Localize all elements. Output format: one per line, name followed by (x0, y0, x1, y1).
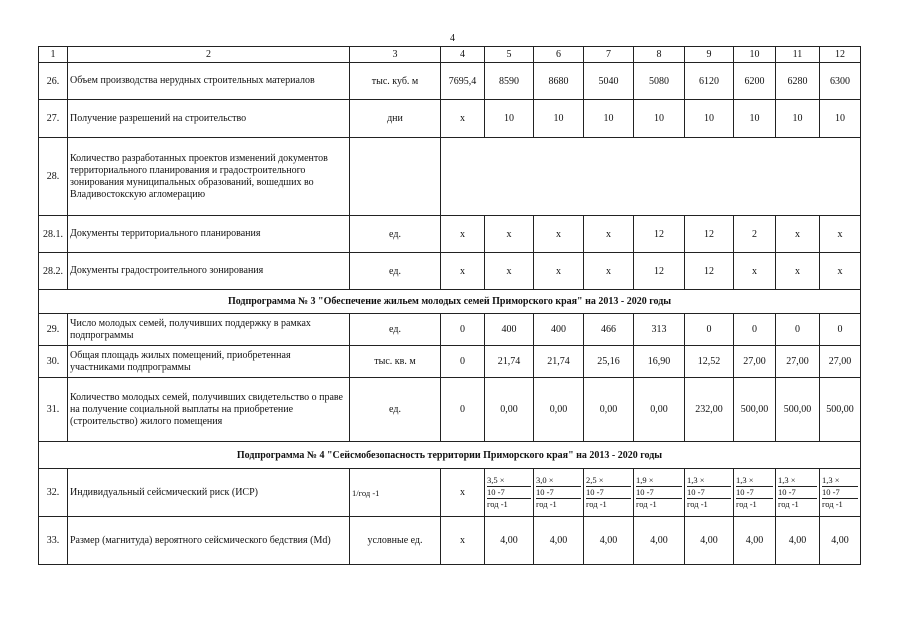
value-cell: 10 (534, 100, 584, 138)
indicator-name: Число молодых семей, получивших поддержку в рамках подпрограммы (68, 314, 350, 346)
value-cell: 0,00 (485, 378, 534, 442)
unit-cell: ед. (350, 216, 441, 253)
row-number: 33. (39, 517, 68, 565)
indicator-name: Количество разработанных проектов изменений документов территориального планирования и градостроительного зонирования муниципальных образований, вошедших во Владивостокскую агломерацию (68, 138, 350, 216)
sci-value-cell (584, 469, 634, 517)
value-cell: 6280 (776, 63, 820, 100)
sci-power: 10 -7 (636, 487, 682, 499)
value-cell: 10 (634, 100, 685, 138)
value-cell: 12 (634, 253, 685, 290)
value-cell: 21,74 (534, 346, 584, 378)
value-cell: 27,00 (734, 346, 776, 378)
indicator-name: Объем производства нерудных строительных материалов (68, 63, 350, 100)
value-cell: х (734, 253, 776, 290)
value-cell: 21,74 (485, 346, 534, 378)
value-cell: 10 (485, 100, 534, 138)
value-cell: 12 (685, 253, 734, 290)
value-cell: 4,00 (685, 517, 734, 565)
value-cell: 500,00 (776, 378, 820, 442)
value-cell: 12 (634, 216, 685, 253)
value-cell: 27,00 (820, 346, 861, 378)
indicator-name: Размер (магнитуда) вероятного сейсмического бедствия (Md) (68, 517, 350, 565)
value-cell: х (534, 216, 584, 253)
value-cell: 4,00 (820, 517, 861, 565)
sci-power: 10 -7 (536, 487, 581, 499)
sci-power: 10 -7 (778, 487, 817, 499)
sci-mantissa: 2,5 × (586, 475, 631, 487)
value-cell: 0 (734, 314, 776, 346)
value-cell: 0 (776, 314, 820, 346)
indicator-name: Документы территориального планирования (68, 216, 350, 253)
header-cell: 1 (39, 47, 68, 63)
row-number: 31. (39, 378, 68, 442)
value-cell: х (441, 216, 485, 253)
sci-mantissa: 1,3 × (687, 475, 731, 487)
unit-cell: ед. (350, 314, 441, 346)
header-cell: 10 (734, 47, 776, 63)
sci-power: 10 -7 (687, 487, 731, 499)
value-cell: 4,00 (734, 517, 776, 565)
value-cell: 12 (685, 216, 734, 253)
table-row (39, 346, 861, 378)
sci-unit: год -1 (636, 499, 657, 509)
unit-cell: ед. (350, 253, 441, 290)
table-row (39, 253, 861, 290)
indicator-name: Общая площадь жилых помещений, приобретенная участниками подпрограммы (68, 346, 350, 378)
value-cell: х (534, 253, 584, 290)
header-cell: 9 (685, 47, 734, 63)
row-number: 26. (39, 63, 68, 100)
sci-power: 10 -7 (736, 487, 773, 499)
sci-unit: год -1 (687, 499, 708, 509)
indicator-name: Количество молодых семей, получивших свидетельство о праве на получение социальной выплаты на приобретение (строительство) жилого помещения (68, 378, 350, 442)
value-cell: 4,00 (534, 517, 584, 565)
sci-unit: год -1 (487, 499, 508, 509)
value-cell: 0,00 (634, 378, 685, 442)
value-cell: 10 (734, 100, 776, 138)
row-number: 28.2. (39, 253, 68, 290)
row-number: 32. (39, 469, 68, 517)
table-row (39, 100, 861, 138)
value-cell: х (441, 253, 485, 290)
row-number: 28.1. (39, 216, 68, 253)
section-row (39, 290, 861, 314)
header-cell: 4 (441, 47, 485, 63)
value-cell: 0 (441, 378, 485, 442)
value-cell: 6200 (734, 63, 776, 100)
value-cell: 5040 (584, 63, 634, 100)
value-cell: 27,00 (776, 346, 820, 378)
subprogram-3-title: Подпрограмма № 3 "Обеспечение жильем молодых семей Приморского края" на 2013 - 2020 годы (39, 290, 861, 314)
value-cell: 0,00 (584, 378, 634, 442)
header-cell: 2 (68, 47, 350, 63)
sci-unit: год -1 (586, 499, 607, 509)
header-cell: 5 (485, 47, 534, 63)
header-cell: 8 (634, 47, 685, 63)
value-cell: х (584, 216, 634, 253)
row-number: 29. (39, 314, 68, 346)
sci-unit: год -1 (822, 499, 843, 509)
table-row (39, 517, 861, 565)
header-cell: 12 (820, 47, 861, 63)
value-cell: 7695,4 (441, 63, 485, 100)
sci-mantissa: 1,3 × (822, 475, 858, 487)
header-cell: 3 (350, 47, 441, 63)
value-cell: 6300 (820, 63, 861, 100)
value-cell: 10 (685, 100, 734, 138)
sci-mantissa: 3,0 × (536, 475, 581, 487)
value-cell: х (776, 253, 820, 290)
value-cell: 8590 (485, 63, 534, 100)
sci-mantissa: 1,9 × (636, 475, 682, 487)
indicator-name: Индивидуальный сейсмический риск (ИСР) (68, 469, 350, 517)
table-row (39, 63, 861, 100)
empty-merged-cell (441, 138, 861, 216)
value-cell: 4,00 (584, 517, 634, 565)
value-cell: 313 (634, 314, 685, 346)
value-cell: 4,00 (634, 517, 685, 565)
value-cell: 0,00 (534, 378, 584, 442)
value-cell: х (820, 216, 861, 253)
value-cell: 12,52 (685, 346, 734, 378)
value-cell: 0 (685, 314, 734, 346)
value-cell: 0 (441, 346, 485, 378)
value-cell: х (441, 100, 485, 138)
unit-cell: ед. (350, 378, 441, 442)
indicator-name: Получение разрешений на строительство (68, 100, 350, 138)
row-number: 28. (39, 138, 68, 216)
value-cell: х (776, 216, 820, 253)
unit-cell: тыс. куб. м (350, 63, 441, 100)
sci-value-cell (685, 469, 734, 517)
sci-unit: год -1 (536, 499, 557, 509)
header-cell: 7 (584, 47, 634, 63)
sci-value-cell (534, 469, 584, 517)
unit-cell: условные ед. (350, 517, 441, 565)
value-cell: 10 (820, 100, 861, 138)
value-cell: 500,00 (820, 378, 861, 442)
value-cell: х (485, 216, 534, 253)
page-number: 4 (450, 33, 455, 44)
value-cell: 8680 (534, 63, 584, 100)
table-row (39, 216, 861, 253)
row-number: 30. (39, 346, 68, 378)
unit-cell: дни (350, 100, 441, 138)
header-cell: 6 (534, 47, 584, 63)
value-cell: 0 (820, 314, 861, 346)
value-cell: 10 (776, 100, 820, 138)
value-cell: х (820, 253, 861, 290)
value-cell: х (441, 517, 485, 565)
value-cell: 466 (584, 314, 634, 346)
sci-value-cell (485, 469, 534, 517)
sci-mantissa: 1,3 × (778, 475, 817, 487)
unit-cell: 1/год -1 (350, 469, 441, 517)
indicator-name: Документы градостроительного зонирования (68, 253, 350, 290)
sci-value-cell (776, 469, 820, 517)
header-cell: 11 (776, 47, 820, 63)
value-cell: 400 (534, 314, 584, 346)
empty-cell (350, 138, 441, 216)
value-cell: 6120 (685, 63, 734, 100)
subprogram-4-title: Подпрограмма № 4 "Сейсмобезопасность территории Приморского края" на 2013 - 2020 годы (39, 442, 861, 469)
sci-value-cell (634, 469, 685, 517)
sci-mantissa: 3,5 × (487, 475, 531, 487)
value-cell: х (441, 469, 485, 517)
value-cell: 2 (734, 216, 776, 253)
sci-unit: год -1 (778, 499, 799, 509)
value-cell: 0 (441, 314, 485, 346)
value-cell: 500,00 (734, 378, 776, 442)
value-cell: 10 (584, 100, 634, 138)
sci-power: 10 -7 (822, 487, 858, 499)
sci-power: 10 -7 (586, 487, 631, 499)
table-row (39, 469, 861, 517)
row-number: 27. (39, 100, 68, 138)
unit-cell: тыс. кв. м (350, 346, 441, 378)
value-cell: 232,00 (685, 378, 734, 442)
sci-mantissa: 1,3 × (736, 475, 773, 487)
sci-unit: год -1 (736, 499, 757, 509)
value-cell: х (584, 253, 634, 290)
table-row (39, 138, 861, 216)
header-row (39, 47, 861, 63)
value-cell: 400 (485, 314, 534, 346)
value-cell: 4,00 (485, 517, 534, 565)
table-row (39, 378, 861, 442)
sci-value-cell (820, 469, 861, 517)
value-cell: 4,00 (776, 517, 820, 565)
value-cell: х (485, 253, 534, 290)
section-row (39, 442, 861, 469)
sci-value-cell (734, 469, 776, 517)
indicators-table (38, 46, 861, 565)
sci-power: 10 -7 (487, 487, 531, 499)
value-cell: 25,16 (584, 346, 634, 378)
value-cell: 16,90 (634, 346, 685, 378)
table-row (39, 314, 861, 346)
value-cell: 5080 (634, 63, 685, 100)
